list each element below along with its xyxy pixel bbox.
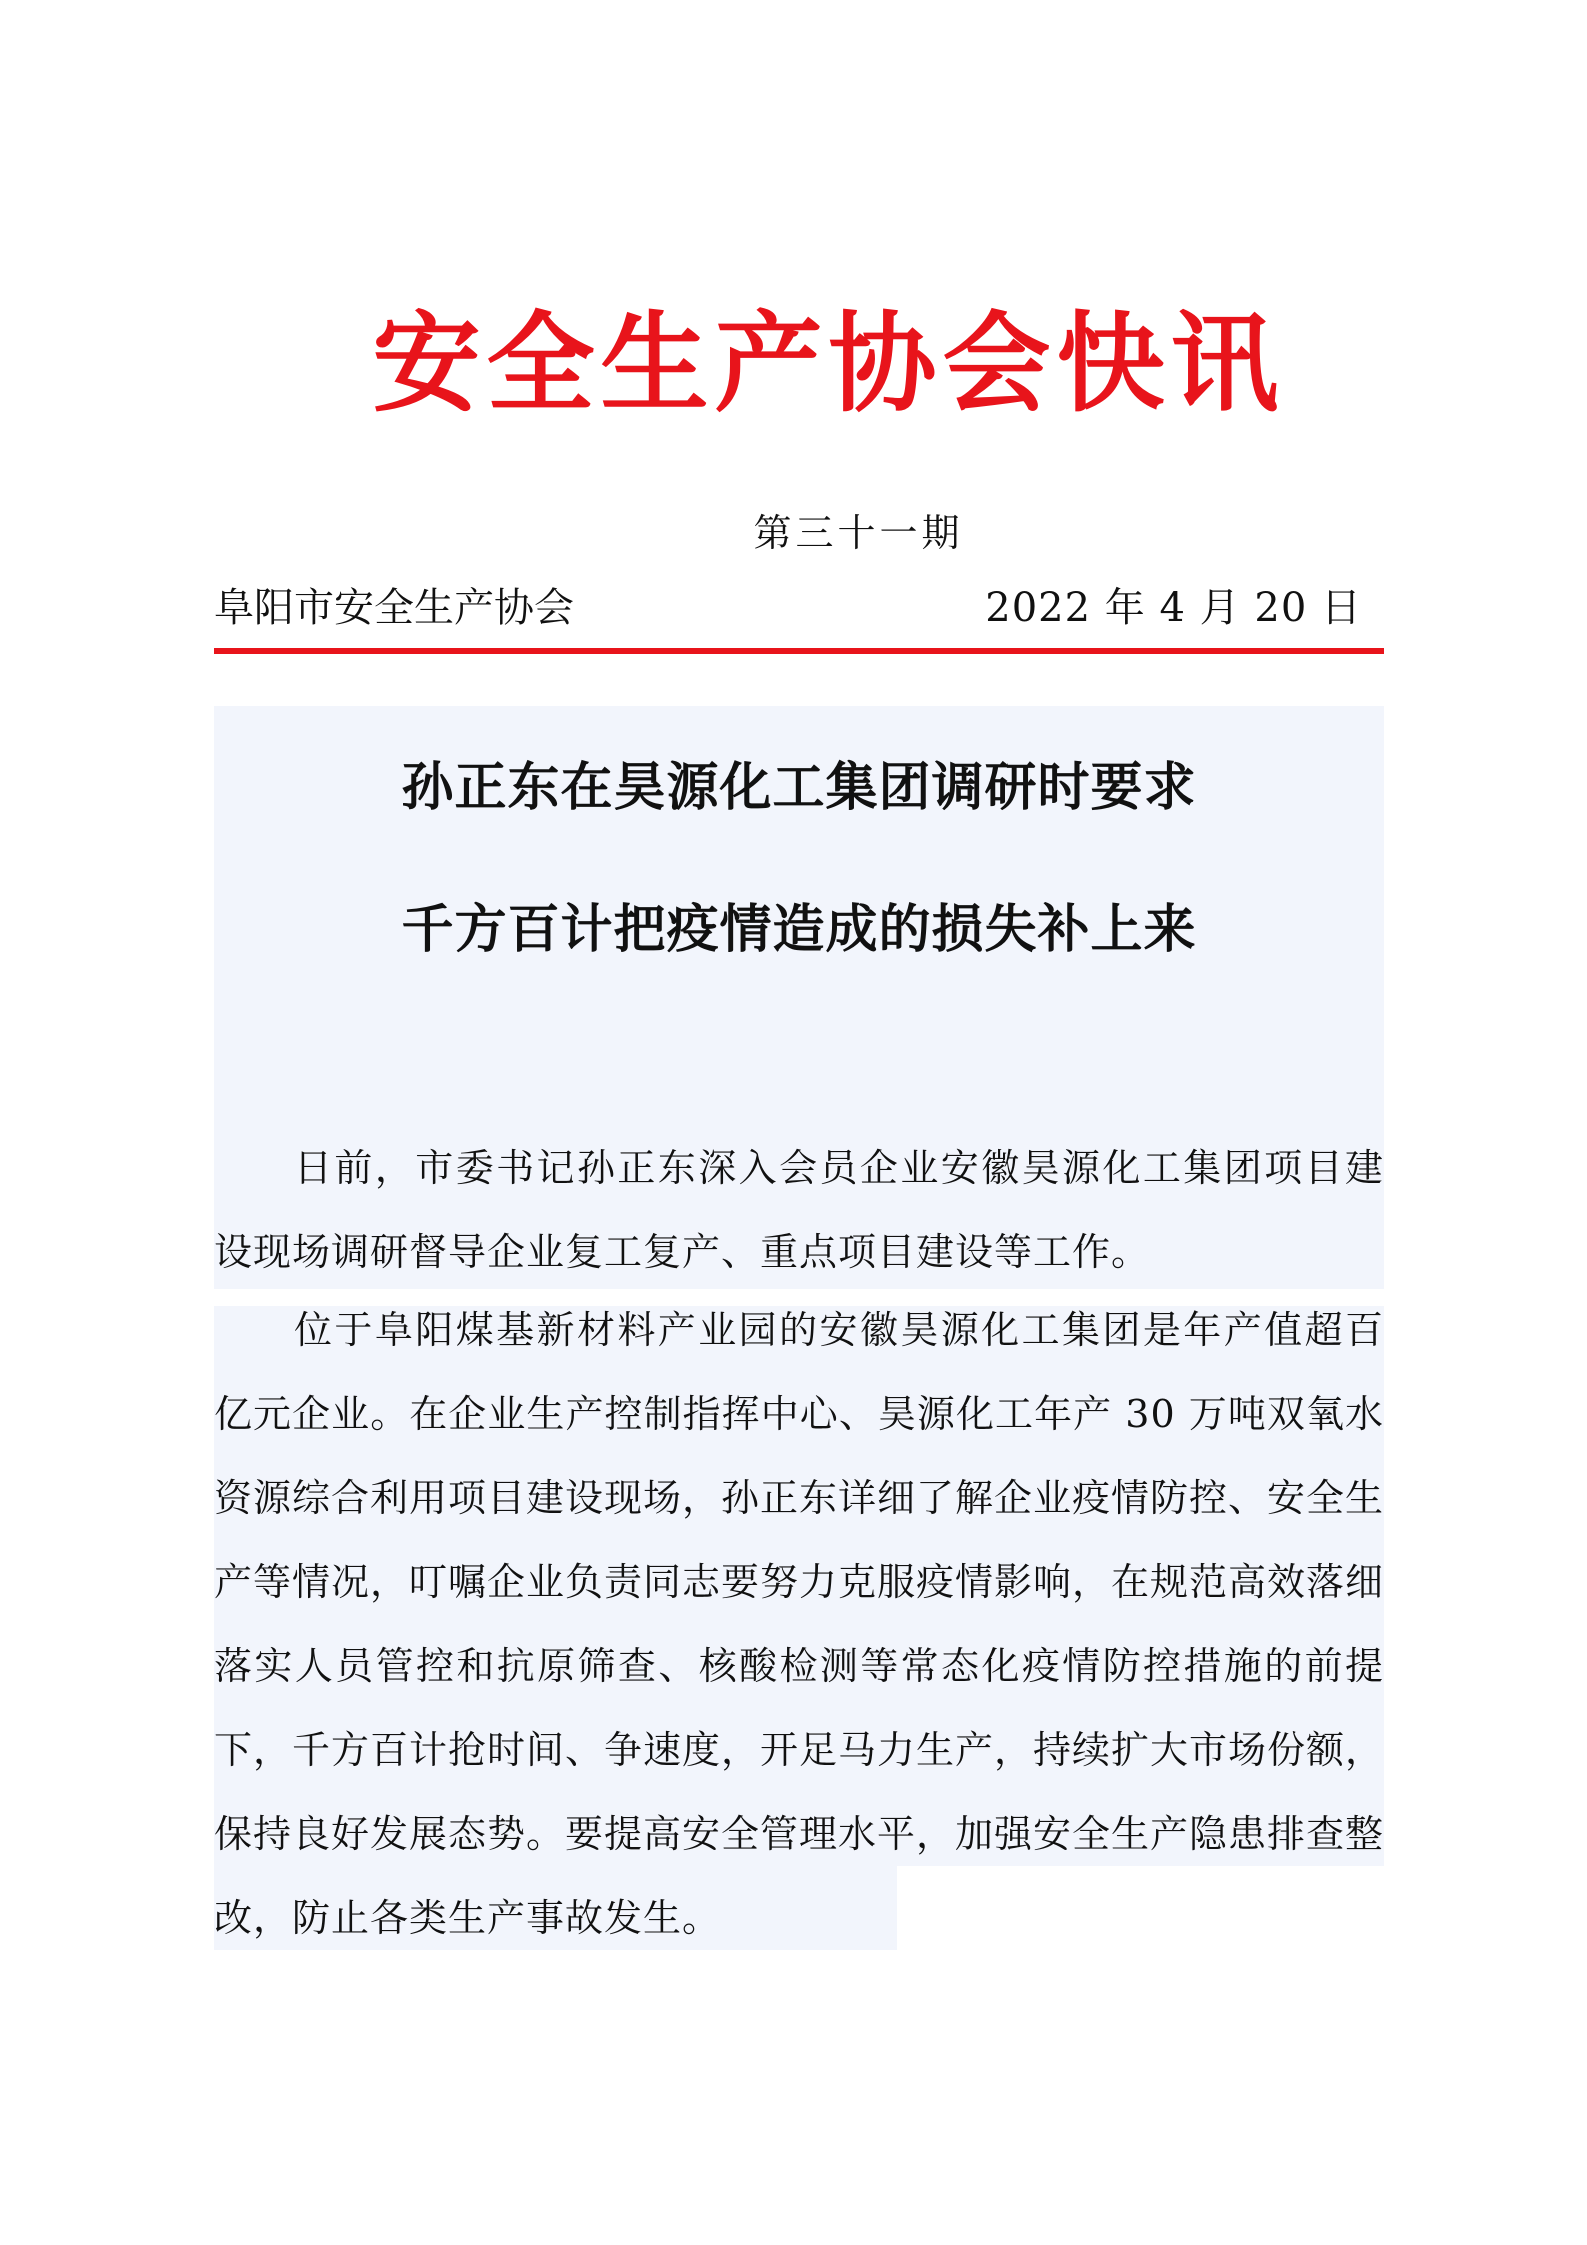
article-paragraph-1: 日前，市委书记孙正东深入会员企业安徽昊源化工集团项目建设现场调研督导企业复工复产、重点项目建设等工作。 <box>214 1146 1384 1274</box>
article-headline-line1: 孙正东在昊源化工集团调研时要求 <box>401 758 1197 818</box>
publish-date: 2022 年 4 月 20 日 <box>985 585 1362 631</box>
organization-name: 阜阳市安全生产协会 <box>214 585 574 631</box>
article-headline-line2: 千方百计把疫情造成的损失补上来 <box>401 900 1197 960</box>
red-divider <box>214 648 1384 654</box>
header-line <box>214 580 1384 636</box>
article-paragraph-2: 位于阜阳煤基新材料产业园的安徽昊源化工集团是年产值超百亿元企业。在企业生产控制指挥中心、昊源化工年产 30 万吨双氧水资源综合利用项目建设现场，孙正东详细了解企业疫情防控、安全生产等情况，叮嘱企业负责同志要努力克服疫情影响，在规范高效落细落实人员管控和抗原筛查、核酸检测等常态化疫情防控措施的前提下，千方百计抢时间、争速度，开足马力生产，持续扩大市场份额，保持良好发展态势。要提高安全管理水平，加强安全生产隐患排查整改，防止各类生产事故发生。 <box>214 1308 1385 1940</box>
issue-number: 第三十一期 <box>753 511 964 555</box>
masthead-title: 安全生产协会快讯 <box>372 302 1285 427</box>
